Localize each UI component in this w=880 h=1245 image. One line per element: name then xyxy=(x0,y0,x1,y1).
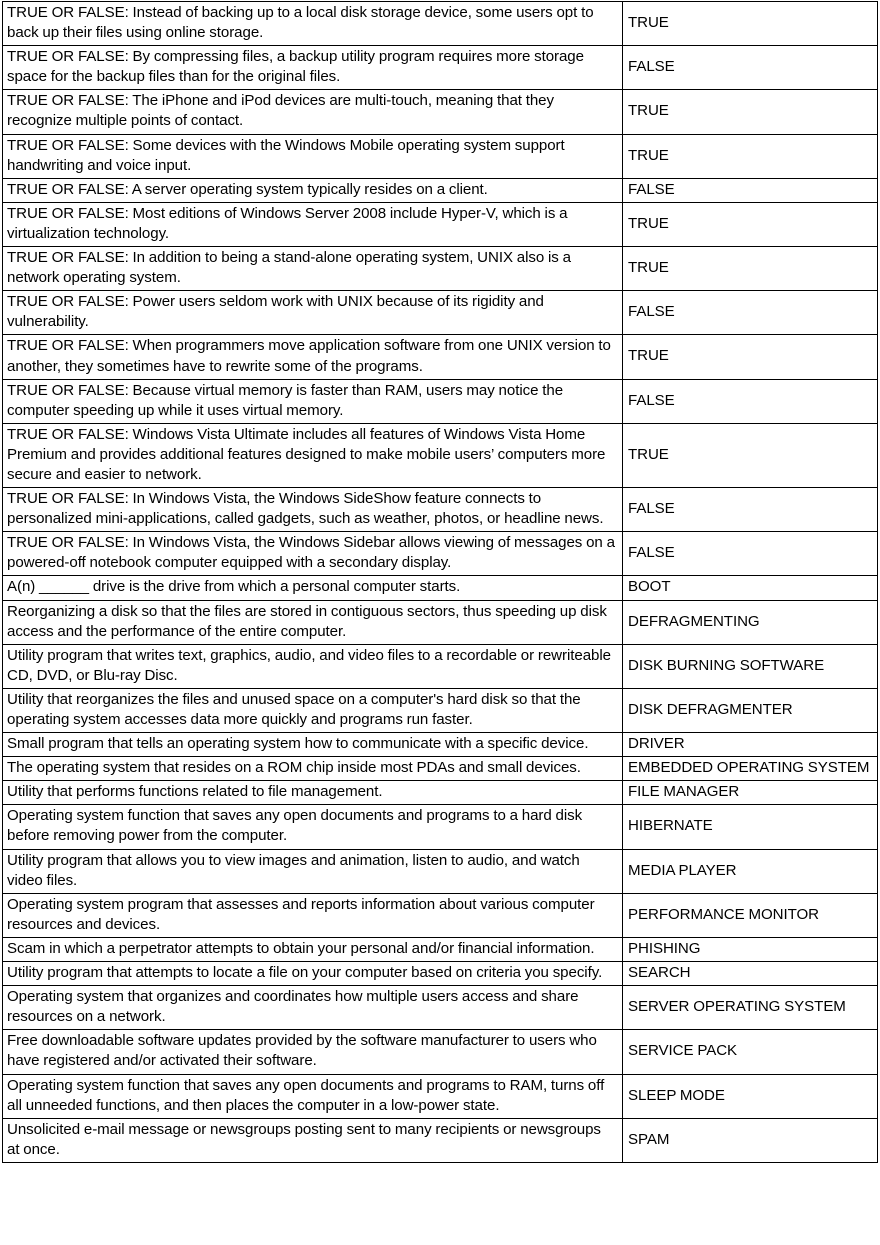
answer-cell: FALSE xyxy=(623,291,878,335)
table-row xyxy=(3,849,878,893)
prompt-cell: Operating system function that saves any open documents and programs to RAM, turns off all unneeded functions, and then places the computer in a low-power state. xyxy=(3,1074,623,1118)
table-row xyxy=(3,1030,878,1074)
prompt-cell: Operating system function that saves any open documents and programs to a hard disk before removing power from the computer. xyxy=(3,805,623,849)
answer-cell: TRUE xyxy=(623,202,878,246)
answer-cell: SLEEP MODE xyxy=(623,1074,878,1118)
answer-cell: MEDIA PLAYER xyxy=(623,849,878,893)
prompt-cell: TRUE OR FALSE: The iPhone and iPod devices are multi-touch, meaning that they recognize multiple points of contact. xyxy=(3,90,623,134)
table-row xyxy=(3,644,878,688)
table-row xyxy=(3,937,878,961)
answer-cell: DISK BURNING SOFTWARE xyxy=(623,644,878,688)
table-row xyxy=(3,291,878,335)
prompt-cell: Reorganizing a disk so that the files are stored in contiguous sectors, thus speeding up disk access and the performance of the entire computer. xyxy=(3,600,623,644)
table-row xyxy=(3,247,878,291)
prompt-cell: Utility program that attempts to locate a file on your computer based on criteria you specify. xyxy=(3,962,623,986)
table-row xyxy=(3,90,878,134)
answer-cell: TRUE xyxy=(623,134,878,178)
answer-cell: SERVER OPERATING SYSTEM xyxy=(623,986,878,1030)
prompt-cell: Scam in which a perpetrator attempts to obtain your personal and/or financial information. xyxy=(3,937,623,961)
table-row xyxy=(3,576,878,600)
answer-cell: TRUE xyxy=(623,247,878,291)
prompt-cell: A(n) ______ drive is the drive from which a personal computer starts. xyxy=(3,576,623,600)
prompt-cell: TRUE OR FALSE: A server operating system typically resides on a client. xyxy=(3,178,623,202)
answer-cell: SEARCH xyxy=(623,962,878,986)
table-row xyxy=(3,600,878,644)
prompt-cell: TRUE OR FALSE: Most editions of Windows Server 2008 include Hyper-V, which is a virtualization technology. xyxy=(3,202,623,246)
table-row xyxy=(3,46,878,90)
table-body xyxy=(3,2,878,1163)
prompt-cell: Small program that tells an operating system how to communicate with a specific device. xyxy=(3,733,623,757)
prompt-cell: Free downloadable software updates provided by the software manufacturer to users who have registered and/or activated their software. xyxy=(3,1030,623,1074)
table-row xyxy=(3,986,878,1030)
table-row xyxy=(3,893,878,937)
answer-cell: DEFRAGMENTING xyxy=(623,600,878,644)
table-row xyxy=(3,532,878,576)
prompt-cell: Operating system program that assesses and reports information about various computer resources and devices. xyxy=(3,893,623,937)
prompt-cell: Utility program that allows you to view images and animation, listen to audio, and watch video files. xyxy=(3,849,623,893)
prompt-cell: Utility that reorganizes the files and unused space on a computer's hard disk so that the operating system accesses data more quickly and programs run faster. xyxy=(3,688,623,732)
answer-cell: TRUE xyxy=(623,90,878,134)
prompt-cell: TRUE OR FALSE: When programmers move application software from one UNIX version to another, they sometimes have to rewrite some of the programs. xyxy=(3,335,623,379)
answer-cell: FALSE xyxy=(623,488,878,532)
answer-cell: TRUE xyxy=(623,423,878,487)
table-row xyxy=(3,781,878,805)
answer-cell: FILE MANAGER xyxy=(623,781,878,805)
table-row xyxy=(3,488,878,532)
answer-cell: TRUE xyxy=(623,335,878,379)
table-row xyxy=(3,733,878,757)
prompt-cell: The operating system that resides on a ROM chip inside most PDAs and small devices. xyxy=(3,757,623,781)
table-row xyxy=(3,202,878,246)
prompt-cell: TRUE OR FALSE: Windows Vista Ultimate includes all features of Windows Vista Home Premium and provides additional features designed to make mobile users’ computers more secure and easier to network. xyxy=(3,423,623,487)
prompt-cell: TRUE OR FALSE: Some devices with the Windows Mobile operating system support handwriting and voice input. xyxy=(3,134,623,178)
table-row xyxy=(3,423,878,487)
prompt-cell: Unsolicited e-mail message or newsgroups posting sent to many recipients or newsgroups at once. xyxy=(3,1118,623,1162)
table-row xyxy=(3,757,878,781)
answer-cell: BOOT xyxy=(623,576,878,600)
answer-cell: HIBERNATE xyxy=(623,805,878,849)
prompt-cell: TRUE OR FALSE: By compressing files, a backup utility program requires more storage space for the backup files than for the original files. xyxy=(3,46,623,90)
answer-cell: FALSE xyxy=(623,178,878,202)
prompt-cell: Operating system that organizes and coordinates how multiple users access and share resources on a network. xyxy=(3,986,623,1030)
table-row xyxy=(3,962,878,986)
answer-cell: SPAM xyxy=(623,1118,878,1162)
table-row xyxy=(3,379,878,423)
prompt-cell: TRUE OR FALSE: Power users seldom work with UNIX because of its rigidity and vulnerability. xyxy=(3,291,623,335)
answer-cell: PERFORMANCE MONITOR xyxy=(623,893,878,937)
table-row xyxy=(3,688,878,732)
prompt-cell: Utility that performs functions related to file management. xyxy=(3,781,623,805)
prompt-cell: Utility program that writes text, graphics, audio, and video files to a recordable or rewriteable CD, DVD, or Blu-ray Disc. xyxy=(3,644,623,688)
answer-cell: TRUE xyxy=(623,2,878,46)
answer-cell: FALSE xyxy=(623,46,878,90)
table-row xyxy=(3,1074,878,1118)
answer-cell: FALSE xyxy=(623,379,878,423)
answer-cell: FALSE xyxy=(623,532,878,576)
question-answer-table xyxy=(2,1,878,1163)
answer-cell: DRIVER xyxy=(623,733,878,757)
prompt-cell: TRUE OR FALSE: In Windows Vista, the Windows SideShow feature connects to personalized mini-applications, called gadgets, such as weather, photos, or headline news. xyxy=(3,488,623,532)
table-row xyxy=(3,805,878,849)
answer-cell: DISK DEFRAGMENTER xyxy=(623,688,878,732)
prompt-cell: TRUE OR FALSE: In Windows Vista, the Windows Sidebar allows viewing of messages on a powered-off notebook computer equipped with a secondary display. xyxy=(3,532,623,576)
prompt-cell: TRUE OR FALSE: Because virtual memory is faster than RAM, users may notice the computer speeding up while it uses virtual memory. xyxy=(3,379,623,423)
table-row xyxy=(3,335,878,379)
prompt-cell: TRUE OR FALSE: In addition to being a stand-alone operating system, UNIX also is a network operating system. xyxy=(3,247,623,291)
answer-cell: PHISHING xyxy=(623,937,878,961)
answer-cell: EMBEDDED OPERATING SYSTEM xyxy=(623,757,878,781)
table-row xyxy=(3,134,878,178)
answer-cell: SERVICE PACK xyxy=(623,1030,878,1074)
table-row xyxy=(3,1118,878,1162)
table-row xyxy=(3,178,878,202)
prompt-cell: TRUE OR FALSE: Instead of backing up to a local disk storage device, some users opt to back up their files using online storage. xyxy=(3,2,623,46)
table-row xyxy=(3,2,878,46)
